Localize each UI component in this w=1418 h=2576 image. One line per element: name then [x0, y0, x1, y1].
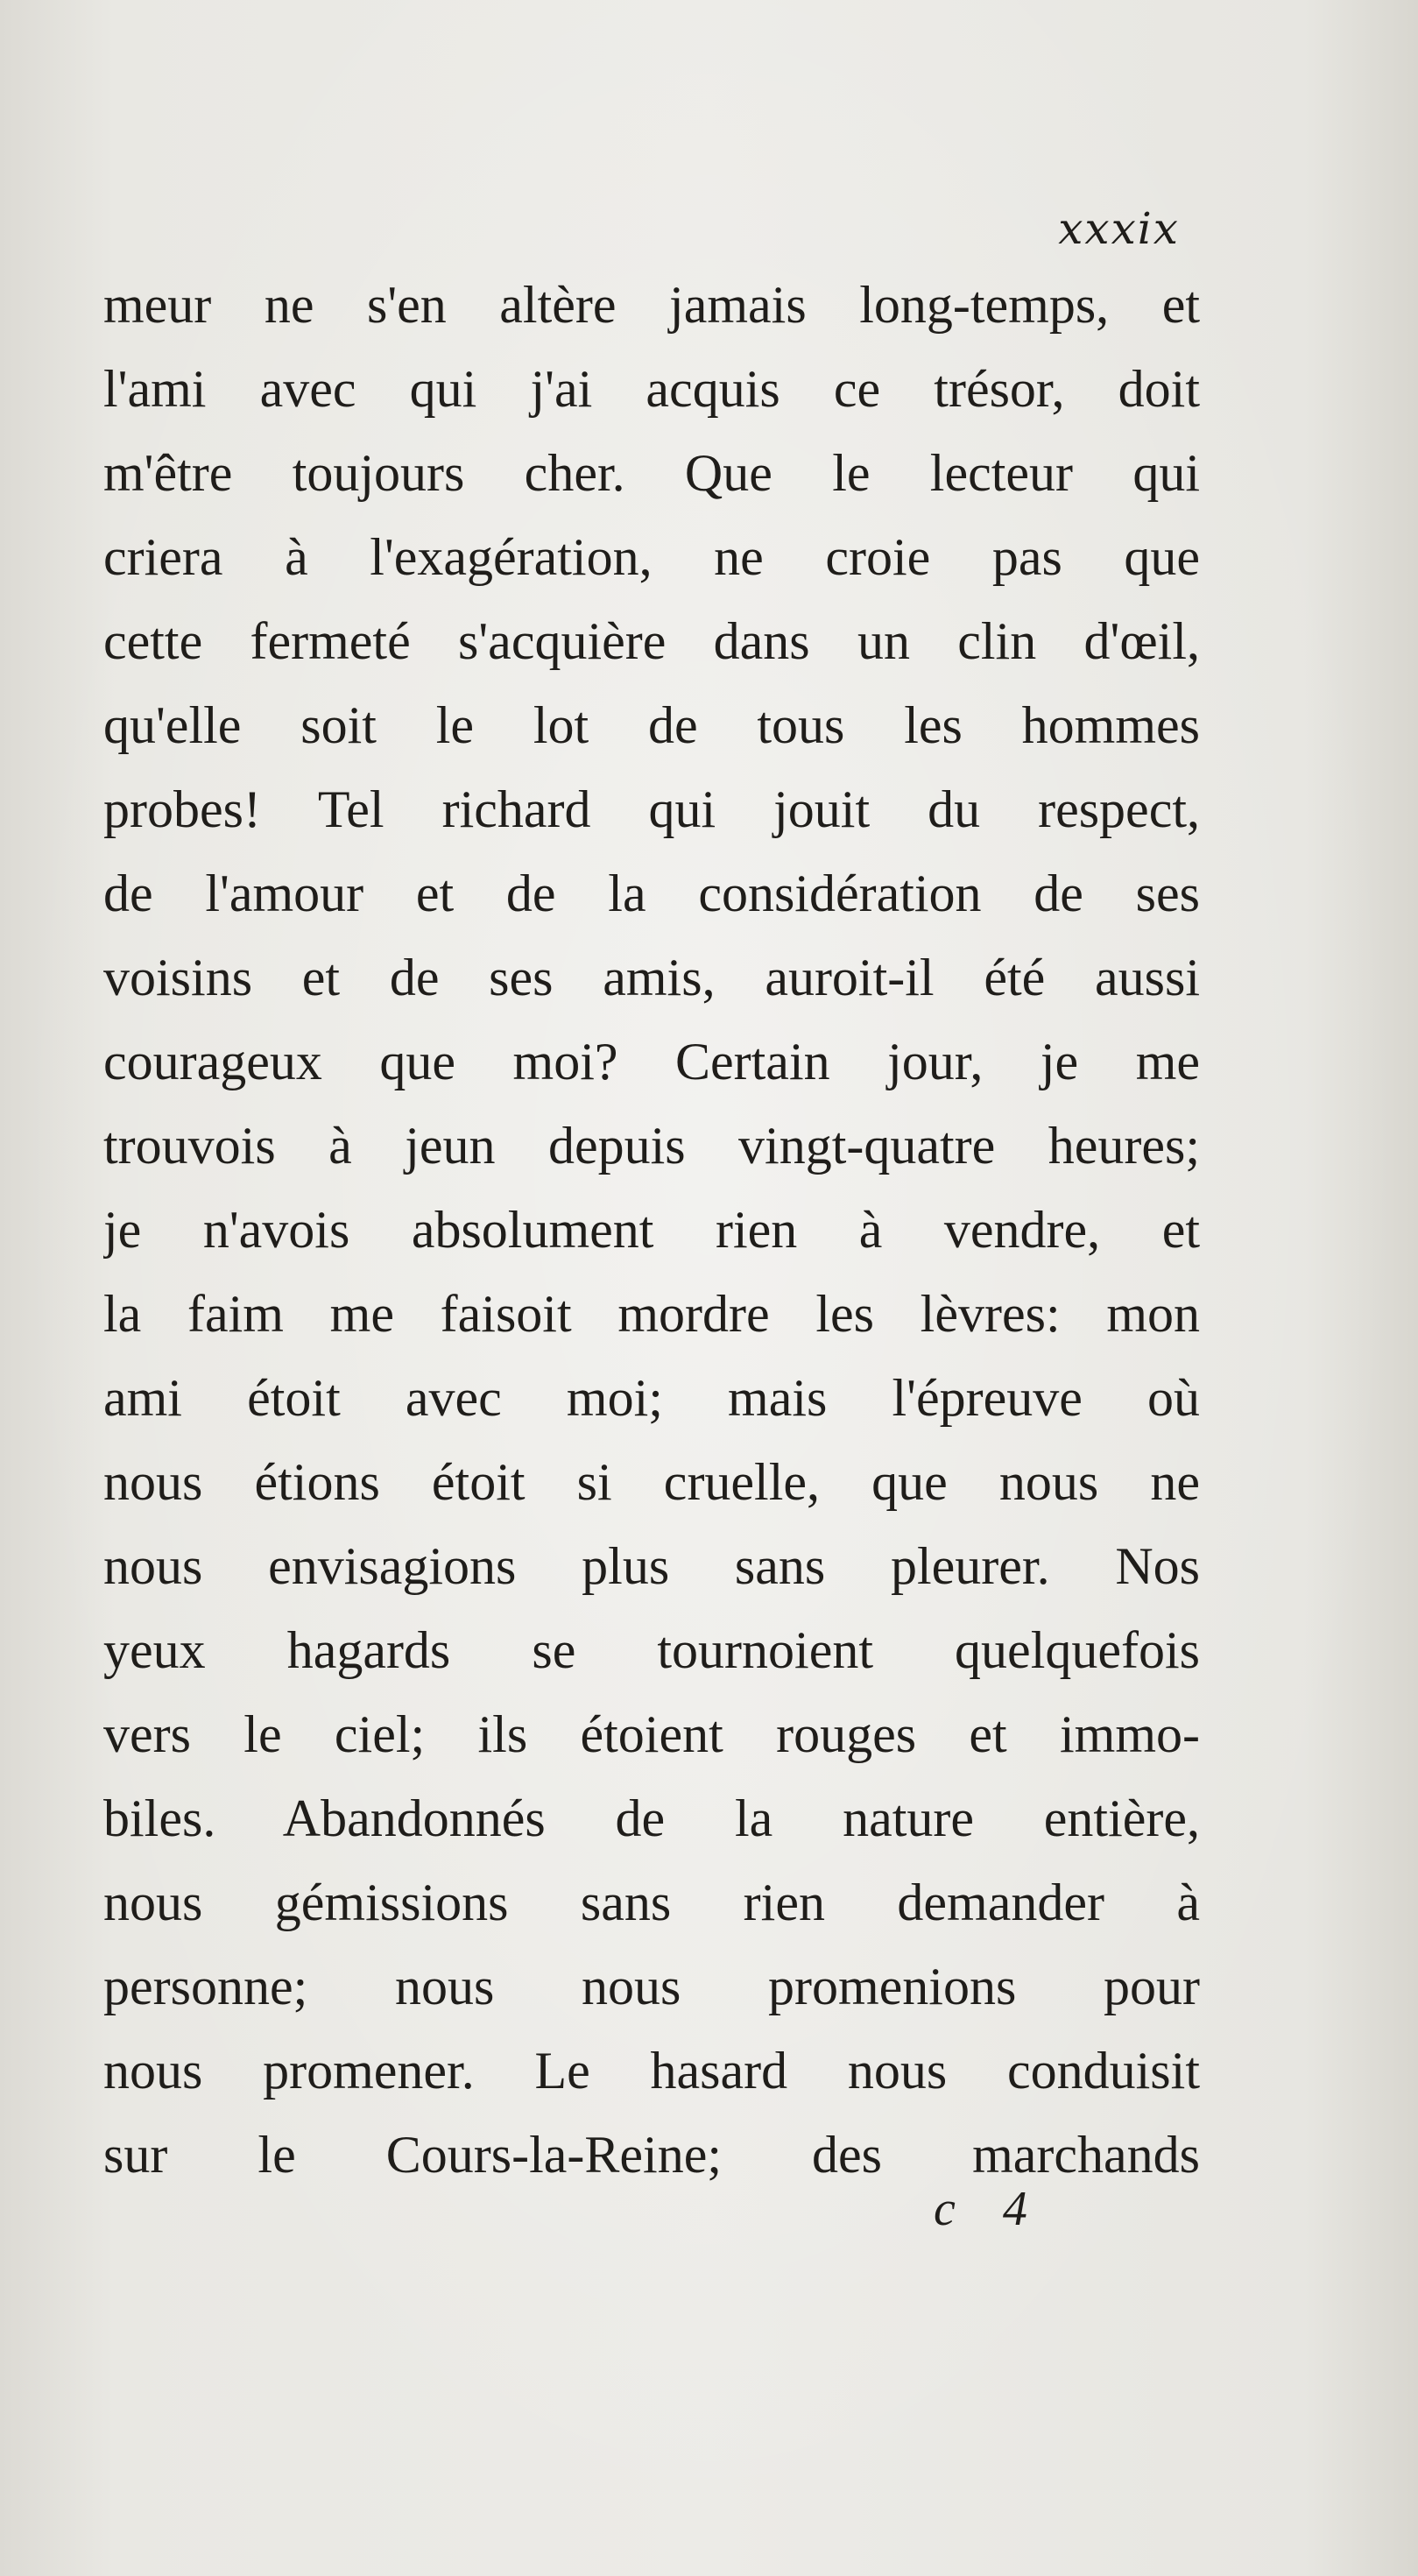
- text-line: voisins et de ses amis, auroit-il été aussi: [103, 949, 1200, 1006]
- text-line: nous gémissions sans rien demander à: [103, 1874, 1200, 1931]
- text-line: je n'avois absolument rien à vendre, et: [103, 1201, 1200, 1259]
- text-line: l'ami avec qui j'ai acquis ce trésor, doit: [103, 360, 1200, 418]
- text-line: cette fermeté s'acquière dans un clin d'œil,: [103, 612, 1200, 670]
- text-line: sur le Cours-la-Reine; des marchands: [103, 2126, 1200, 2184]
- text-line: meur ne s'en altère jamais long-temps, et: [103, 276, 1200, 334]
- text-line: ami étoit avec moi; mais l'épreuve où: [103, 1369, 1200, 1427]
- text-line: criera à l'exagération, ne croie pas que: [103, 528, 1200, 586]
- text-line: nous étions étoit si cruelle, que nous ne: [103, 1453, 1200, 1511]
- text-line: qu'elle soit le lot de tous les hommes: [103, 696, 1200, 754]
- text-line: de l'amour et de la considération de ses: [103, 865, 1200, 922]
- text-line: nous envisagions plus sans pleurer. Nos: [103, 1537, 1200, 1595]
- body-text: [103, 263, 1200, 2197]
- text-line: probes! Tel richard qui jouit du respect,: [103, 780, 1200, 838]
- text-line: trouvois à jeun depuis vingt-quatre heures;: [103, 1117, 1200, 1175]
- text-line: nous promener. Le hasard nous conduisit: [103, 2042, 1200, 2100]
- text-line: la faim me faisoit mordre les lèvres: mon: [103, 1285, 1200, 1343]
- text-line: biles. Abandonnés de la nature entière,: [103, 1789, 1200, 1847]
- text-line: courageux que moi? Certain jour, je me: [103, 1033, 1200, 1090]
- text-line: personne; nous nous promenions pour: [103, 1958, 1200, 2015]
- text-line: yeux hagards se tournoient quelquefois: [103, 1621, 1200, 1679]
- page-number: xxxix: [1058, 203, 1180, 254]
- signature-mark: c 4: [934, 2182, 1045, 2236]
- text-line: vers le ciel; ils étoient rouges et immo-: [103, 1705, 1200, 1763]
- text-line: m'être toujours cher. Que le lecteur qui: [103, 444, 1200, 502]
